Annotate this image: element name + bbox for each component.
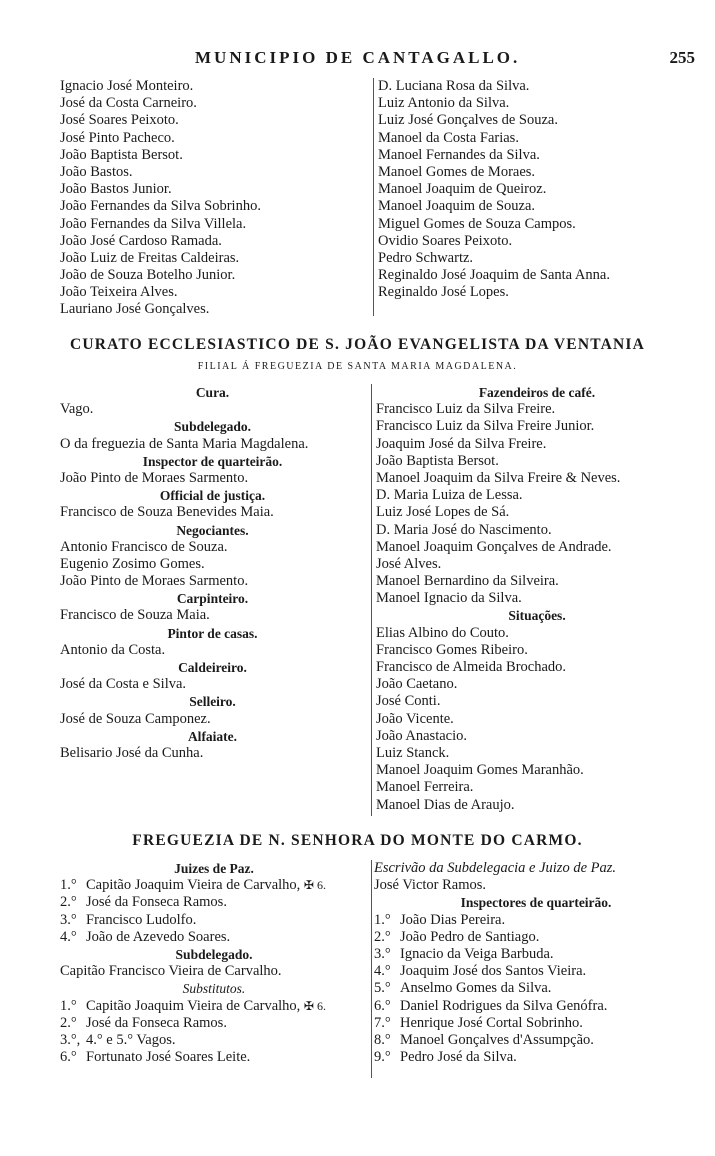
entry-number: 4.° bbox=[60, 928, 77, 945]
section-heading: Situações. bbox=[508, 608, 566, 624]
name-entry: José da Costa e Silva. bbox=[60, 676, 187, 693]
name-entry: Vago. bbox=[60, 401, 94, 418]
name-entry: João Baptista Bersot. bbox=[376, 452, 499, 469]
name-entry: Pedro Schwartz. bbox=[378, 249, 474, 266]
name-entry: Francisco Luiz da Silva Freire. bbox=[376, 401, 556, 418]
numbered-entry bbox=[374, 980, 698, 997]
entry-name: José da Fonseca Ramos. bbox=[86, 1014, 227, 1031]
name-entry: Manoel Ferreira. bbox=[376, 779, 474, 796]
name-entry: Francisco Luiz da Silva Freire Junior. bbox=[376, 418, 595, 435]
name-entry: Manoel Joaquim de Souza. bbox=[378, 198, 536, 215]
name-entry: José Conti. bbox=[376, 693, 441, 710]
numbered-entry bbox=[60, 1049, 368, 1066]
numbered-entry bbox=[60, 894, 368, 911]
entry-number: 3.° bbox=[374, 945, 391, 962]
entry-number: 8.° bbox=[374, 1031, 391, 1048]
name-entry: Eugenio Zosimo Gomes. bbox=[60, 555, 205, 572]
order-mark: ✠ 6. bbox=[303, 998, 326, 1013]
name-entry: Francisco de Almeida Brochado. bbox=[376, 659, 567, 675]
entry-number: 3.°, bbox=[60, 1031, 81, 1048]
name-entry: O da freguezia de Santa Maria Magdalena. bbox=[60, 435, 309, 452]
name-entry: Manoel Joaquim Gonçalves de Andrade. bbox=[376, 538, 612, 555]
section-heading: Fazendeiros de café. bbox=[478, 385, 596, 400]
entry-name: Fortunato José Soares Leite. bbox=[86, 1049, 251, 1066]
entry-name: 4.° e 5.° Vagos. bbox=[86, 1031, 176, 1048]
name-entry: Lauriano José Gonçalves. bbox=[60, 301, 210, 318]
numbered-entry bbox=[60, 929, 368, 946]
entry-number: 4.° bbox=[374, 963, 391, 980]
section-heading: Subdelegado. bbox=[175, 946, 253, 962]
name-entry: João de Souza Botelho Junior. bbox=[60, 267, 236, 284]
name-entry: Manoel Fernandes da Silva. bbox=[378, 146, 540, 163]
running-title: MUNICIPIO DE CANTAGALLO. bbox=[195, 48, 521, 67]
entry-name: Capitão Joaquim Vieira de Carvalho, bbox=[86, 997, 301, 1014]
section-heading: Subdelegado. bbox=[174, 419, 251, 435]
name-entry: José Pinto Pacheco. bbox=[60, 129, 175, 146]
name-entry: João Fernandes da Silva Villela. bbox=[60, 215, 247, 232]
name-entry: Reginaldo José Joaquim de Santa Anna. bbox=[378, 267, 610, 284]
curato-title: CURATO ECCLESIASTICO DE S. JOÃO EVANGELISTA DA VENTANIA bbox=[69, 336, 646, 353]
entry-number: 1.° bbox=[60, 997, 77, 1014]
name-entry: João Pinto de Moraes Sarmento. bbox=[60, 573, 249, 590]
entry-number: 1.° bbox=[60, 877, 77, 894]
name-entry: João Teixeira Alves. bbox=[60, 284, 178, 301]
name-entry: Belisario José da Cunha. bbox=[60, 744, 204, 761]
entry-number: 2.° bbox=[60, 1014, 77, 1031]
entry-name: Anselmo Gomes da Silva. bbox=[400, 980, 552, 997]
entry-number: 2.° bbox=[60, 894, 77, 911]
section-heading: Pintor de casas. bbox=[167, 625, 258, 641]
entry-name: Joaquim José dos Santos Vieira. bbox=[400, 963, 587, 980]
entry-name: João Pedro de Santiago. bbox=[400, 928, 540, 945]
entry-number: 6.° bbox=[60, 1049, 77, 1066]
name-entry: Elias Albino do Couto. bbox=[376, 624, 509, 641]
order-mark: ✠ 6. bbox=[303, 878, 326, 893]
name-entry: Luiz Antonio da Silva. bbox=[378, 95, 510, 112]
freguezia-right-column bbox=[374, 860, 698, 1066]
entry-name: João Dias Pereira. bbox=[400, 911, 506, 928]
entry-number: 7.° bbox=[374, 1014, 391, 1031]
numbered-entry bbox=[60, 1015, 368, 1032]
name-entry: João Anastacio. bbox=[376, 727, 468, 744]
section-heading: Alfaiate. bbox=[187, 728, 238, 744]
name-entry: Francisco de Souza Benevides Maia. bbox=[60, 504, 274, 521]
name-entry: José da Costa Carneiro. bbox=[60, 95, 197, 112]
numbered-entry bbox=[374, 929, 698, 946]
numbered-entry bbox=[60, 998, 368, 1015]
entry-number: 9.° bbox=[374, 1049, 391, 1066]
column-rule bbox=[371, 860, 372, 1078]
entry-number: 2.° bbox=[374, 928, 391, 945]
top-list-left bbox=[60, 78, 365, 319]
section-heading: Inspectores de quarteirão. bbox=[460, 895, 612, 911]
italic-entry: Escrivão da Subdelegacia e Juizo de Paz. bbox=[374, 860, 617, 876]
name-entry: José de Souza Camponez. bbox=[60, 710, 211, 727]
name-entry: Luiz Stanck. bbox=[376, 744, 450, 761]
name-entry: Francisco de Souza Maia. bbox=[60, 607, 210, 624]
name-entry: Ignacio José Monteiro. bbox=[60, 78, 194, 94]
name-entry: João Vicente. bbox=[376, 710, 454, 727]
numbered-entry bbox=[374, 946, 698, 963]
name-entry: Capitão Francisco Vieira de Carvalho. bbox=[60, 963, 282, 980]
curato-right-column bbox=[376, 384, 698, 814]
name-entry: Manoel Joaquim de Queiroz. bbox=[378, 181, 547, 198]
name-entry: João Pinto de Moraes Sarmento. bbox=[60, 469, 249, 486]
entry-number: 5.° bbox=[374, 980, 391, 997]
curato-left-column bbox=[60, 384, 365, 762]
numbered-entry bbox=[374, 1015, 698, 1032]
section-heading: Official de justiça. bbox=[159, 488, 266, 504]
section-heading: Substitutos. bbox=[182, 981, 246, 997]
entry-number: 1.° bbox=[374, 911, 391, 928]
name-entry: D. Luciana Rosa da Silva. bbox=[378, 78, 530, 94]
section-heading: Caldeireiro. bbox=[178, 660, 247, 675]
numbered-entry bbox=[374, 963, 698, 980]
section-heading: Selleiro. bbox=[189, 694, 236, 710]
entry-name: Ignacio da Veiga Barbuda. bbox=[400, 945, 554, 962]
name-entry: Manoel Gomes de Moraes. bbox=[378, 163, 536, 180]
name-entry: João Baptista Bersot. bbox=[60, 146, 183, 163]
curato-subtitle: FILIAL Á FREGUEZIA DE SANTA MARIA MAGDALENA. bbox=[197, 361, 518, 372]
name-entry: Luiz José Lopes de Sá. bbox=[376, 504, 510, 521]
freguezia-title: FREGUEZIA DE N. SENHORA DO MONTE DO CARMO. bbox=[132, 832, 583, 849]
numbered-entry bbox=[374, 1032, 698, 1049]
name-entry: José Alves. bbox=[376, 555, 442, 572]
section-heading: Cura. bbox=[195, 385, 230, 400]
column-rule bbox=[371, 384, 372, 816]
name-entry: José Soares Peixoto. bbox=[60, 112, 179, 129]
running-head bbox=[60, 48, 695, 72]
numbered-entry bbox=[60, 912, 368, 929]
name-entry: Luiz José Gonçalves de Souza. bbox=[378, 112, 558, 129]
entry-name: João de Azevedo Soares. bbox=[86, 928, 231, 945]
name-entry: D. Maria José do Nascimento. bbox=[376, 521, 552, 538]
name-entry: D. Maria Luiza de Lessa. bbox=[376, 487, 523, 504]
numbered-entry bbox=[374, 998, 698, 1015]
name-entry: Reginaldo José Lopes. bbox=[378, 284, 509, 301]
entry-name: Capitão Joaquim Vieira de Carvalho, bbox=[86, 877, 301, 894]
name-entry: João Fernandes da Silva Sobrinho. bbox=[60, 198, 261, 215]
page-number: 255 bbox=[669, 48, 695, 67]
name-entry: João Bastos Junior. bbox=[60, 181, 172, 198]
name-entry: Manoel da Costa Farias. bbox=[378, 129, 519, 146]
entry-name: Pedro José da Silva. bbox=[400, 1049, 517, 1066]
entry-name: Henrique José Cortal Sobrinho. bbox=[400, 1014, 583, 1031]
name-entry: Francisco Gomes Ribeiro. bbox=[376, 641, 528, 658]
freguezia-left-column bbox=[60, 860, 368, 1066]
top-list-right bbox=[378, 78, 698, 301]
entry-name: José da Fonseca Ramos. bbox=[86, 894, 227, 911]
name-entry: Manoel Joaquim da Silva Freire & Neves. bbox=[376, 469, 621, 486]
name-entry: Miguel Gomes de Souza Campos. bbox=[378, 215, 576, 232]
name-entry: Antonio da Costa. bbox=[60, 641, 166, 658]
name-entry: João Bastos. bbox=[60, 163, 133, 180]
entry-number: 3.° bbox=[60, 911, 77, 928]
name-entry: Manoel Joaquim Gomes Maranhão. bbox=[376, 762, 584, 779]
name-entry: Joaquim José da Silva Freire. bbox=[376, 435, 547, 452]
name-entry: Ovidio Soares Peixoto. bbox=[378, 232, 513, 249]
name-entry: João José Cardoso Ramada. bbox=[60, 232, 222, 249]
section-heading: Juizes de Paz. bbox=[174, 861, 254, 876]
entry-name: Daniel Rodrigues da Silva Genófra. bbox=[400, 997, 608, 1014]
entry-name: Manoel Gonçalves d'Assumpção. bbox=[400, 1031, 594, 1048]
column-rule bbox=[373, 78, 374, 316]
numbered-entry bbox=[60, 877, 368, 894]
section-heading: Inspector de quarteirão. bbox=[142, 453, 283, 469]
name-entry: Antonio Francisco de Souza. bbox=[60, 538, 228, 555]
numbered-entry bbox=[60, 1032, 368, 1049]
name-entry: João Luiz de Freitas Caldeiras. bbox=[60, 249, 240, 266]
name-entry: Manoel Ignacio da Silva. bbox=[376, 590, 522, 607]
name-entry: Manoel Dias de Araujo. bbox=[376, 796, 515, 813]
name-entry: Manoel Bernardino da Silveira. bbox=[376, 573, 559, 590]
numbered-entry bbox=[374, 1049, 698, 1066]
section-heading: Negociantes. bbox=[176, 522, 249, 538]
name-entry: José Victor Ramos. bbox=[374, 877, 487, 894]
entry-name: Francisco Ludolfo. bbox=[86, 911, 197, 928]
name-entry: João Caetano. bbox=[376, 676, 458, 693]
entry-number: 6.° bbox=[374, 997, 391, 1014]
section-heading: Carpinteiro. bbox=[176, 591, 249, 607]
numbered-entry bbox=[374, 912, 698, 929]
